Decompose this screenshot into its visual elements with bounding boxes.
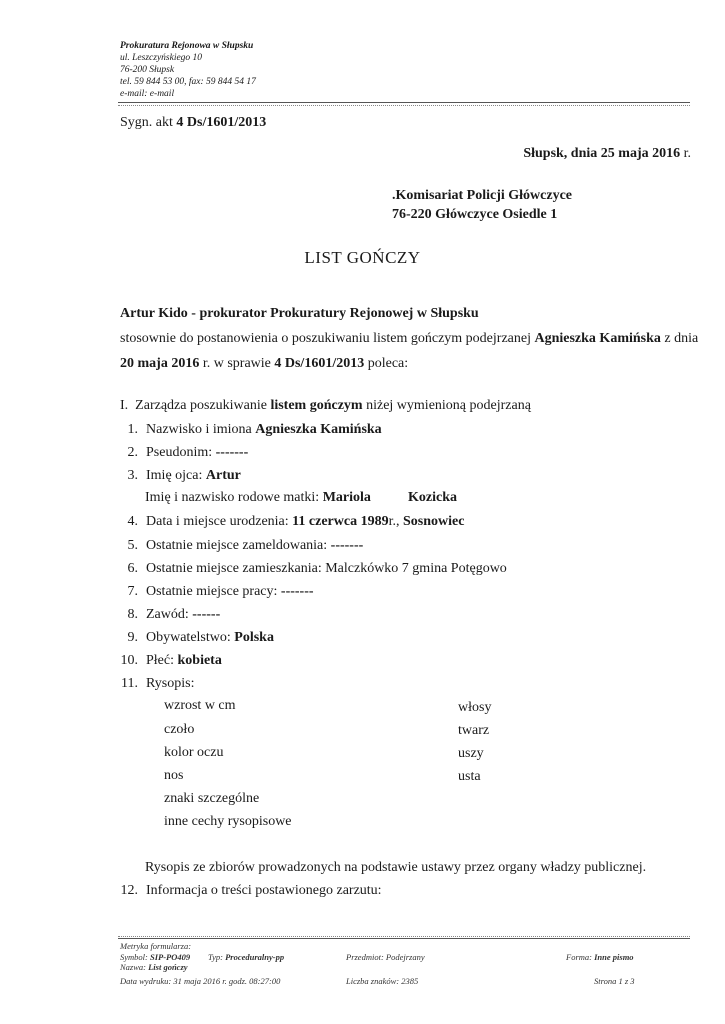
mother-last-name: Kozicka (408, 490, 457, 505)
footer-type-value: Proceduralny-pp (225, 952, 285, 962)
date-value: 25 maja 2016 (600, 146, 681, 161)
item-number: 6. (127, 561, 138, 576)
rysopis-nose: nos (164, 768, 184, 783)
rysopis-mouth: usta (458, 769, 481, 784)
item-value: Polska (234, 630, 274, 645)
item-value: Artur (205, 468, 241, 483)
list-item (118, 607, 220, 623)
item-number: 8. (127, 607, 138, 622)
issuer-name: Artur Kido - prokurator Prokuratury Rejonowej w Słupsku (120, 306, 479, 321)
office-city: 76-200 Słupsk (120, 65, 175, 75)
footer-rule (118, 938, 690, 939)
list-item (118, 676, 194, 692)
case-signature (120, 115, 266, 131)
item-number: 9. (127, 630, 138, 645)
footer-name (120, 962, 188, 972)
list-item (118, 630, 274, 646)
intro-issuer (120, 306, 479, 322)
item-value-place: Sosnowiec (402, 514, 465, 529)
office-email: e-mail: e-mail (120, 89, 175, 99)
list-item (118, 561, 507, 577)
footer-subject-label: Przedmiot: (346, 952, 384, 962)
date-prefix: Słupsk, dnia (523, 146, 598, 161)
addressee-line1: .Komisariat Policji Główczyce (392, 188, 572, 203)
intro-date-label: z dnia (664, 331, 699, 346)
item-value: ------- (330, 538, 364, 553)
footer-type (208, 952, 284, 962)
case-number: 4 Ds/1601/2013 (176, 115, 267, 130)
mother-last-row (408, 490, 457, 506)
section-roman: I. (120, 398, 129, 413)
footer-rule-dotted (118, 936, 690, 937)
list-item (118, 883, 382, 899)
section-post: niżej wymienioną podejrzaną (366, 398, 531, 413)
mother-first-name: Mariola (322, 490, 371, 505)
list-item (118, 422, 382, 438)
list-item (118, 445, 248, 461)
order-date: 20 maja 2016 (120, 356, 200, 371)
office-header (120, 40, 256, 100)
list-item (118, 514, 464, 530)
intro-case-number: 4 Ds/1601/2013 (274, 356, 365, 371)
intro-orders: poleca: (367, 356, 409, 371)
item-label: Ostatnie miejsce zamieszkania: (146, 561, 322, 576)
footer-page-number: Strona 1 z 3 (594, 976, 635, 986)
item-number: 7. (127, 584, 138, 599)
document-title: LIST GOŃCZY (304, 248, 421, 267)
footer-form-label: Forma: (566, 952, 592, 962)
item-label: Rysopis: (146, 676, 195, 691)
list-item (118, 468, 241, 484)
rysopis-face: twarz (458, 723, 490, 738)
list-item (118, 538, 363, 554)
item-number: 2. (127, 445, 138, 460)
footer-name-value: List gończy (148, 962, 188, 972)
item-number: 11. (121, 676, 138, 691)
rysopis-note: Rysopis ze zbiorów prowadzonych na podstawie ustawy przez organy władzy publicznej. (145, 860, 647, 875)
footer-symbol-value: SIP-PO409 (149, 952, 191, 962)
rysopis-height: wzrost w cm (164, 698, 236, 713)
footer-symbol-label: Symbol: (120, 952, 148, 962)
footer-subject-value: Podejrzany (385, 952, 425, 962)
item-value: Malczkówko 7 gmina Potęgowo (325, 561, 507, 576)
item-value: ------ (192, 607, 221, 622)
case-label: Sygn. akt (120, 115, 173, 130)
footer-char-count: Liczba znaków: 2385 (346, 976, 419, 986)
item-label: Zawód: (146, 607, 189, 622)
item-number: 4. (127, 514, 138, 529)
item-value: Agnieszka Kamińska (255, 422, 382, 437)
footer-print-date: Data wydruku: 31 maja 2016 r. godz. 08:27:00 (120, 976, 281, 986)
office-name: Prokuratura Rejonowa w Słupsku (120, 41, 254, 51)
item-label: Data i miejsce urodzenia: (146, 514, 289, 529)
document-date (523, 146, 691, 162)
intro-case-label: r. w sprawie (202, 356, 271, 371)
list-item (118, 653, 222, 669)
item-number: 10. (120, 653, 138, 668)
rysopis-marks: znaki szczególne (164, 791, 260, 806)
item-label: Imię ojca: (146, 468, 203, 483)
item-value-tail: r., (388, 514, 400, 529)
item-value: kobieta (177, 653, 222, 668)
addressee-line2: 76-220 Główczyce Osiedle 1 (392, 207, 558, 222)
rysopis-hair: włosy (458, 700, 492, 715)
item-number: 3. (127, 468, 138, 483)
footer-form-value: Inne pismo (594, 952, 634, 962)
intro-suspect: Agnieszka Kamińska (534, 331, 661, 346)
intro-text: stosownie do postanowienia o poszukiwaniu listem gończym podejrzanej (120, 331, 531, 346)
section-one (120, 398, 531, 414)
item-value: ------- (215, 445, 249, 460)
footer-form (566, 952, 634, 962)
item-number: 1. (127, 422, 138, 437)
addressee (392, 186, 572, 224)
item-number: 12. (120, 883, 138, 898)
footer-subject (346, 952, 425, 962)
item-label: Nazwisko i imiona (146, 422, 252, 437)
intro-line2 (120, 331, 698, 347)
rysopis-eye-color: kolor oczu (164, 745, 224, 760)
section-pre: Zarządza poszukiwanie (135, 398, 267, 413)
item-label: Obywatelstwo: (146, 630, 231, 645)
section-bold: listem gończym (270, 398, 363, 413)
item-number: 5. (127, 538, 138, 553)
footer-type-label: Typ: (208, 952, 223, 962)
footer-metryka: Metryka formularza: (120, 941, 192, 951)
intro-line3 (120, 356, 408, 372)
footer-symbol (120, 952, 190, 962)
rysopis-other: inne cechy rysopisowe (164, 814, 292, 829)
footer-name-label: Nazwa: (120, 962, 146, 972)
mother-label: Imię i nazwisko rodowe matki: (145, 490, 320, 505)
office-phone: tel. 59 844 53 00, fax: 59 844 54 17 (120, 77, 256, 87)
header-rule-dotted (118, 105, 690, 106)
list-item (118, 584, 314, 600)
item-label: Ostatnie miejsce pracy: (146, 584, 278, 599)
office-street: ul. Leszczyńskiego 10 (120, 53, 203, 63)
item-label: Pseudonim: (146, 445, 213, 460)
date-suffix: r. (683, 146, 691, 161)
rysopis-ears: uszy (458, 746, 484, 761)
mother-row (145, 490, 371, 506)
rysopis-forehead: czoło (164, 722, 195, 737)
item-label: Ostatnie miejsce zameldowania: (146, 538, 328, 553)
item-value: 11 czerwca 1989 (292, 514, 389, 529)
item-value: ------- (280, 584, 314, 599)
item-label: Płeć: (146, 653, 174, 668)
header-rule (118, 102, 690, 103)
item-label: Informacja o treści postawionego zarzutu: (146, 883, 382, 898)
